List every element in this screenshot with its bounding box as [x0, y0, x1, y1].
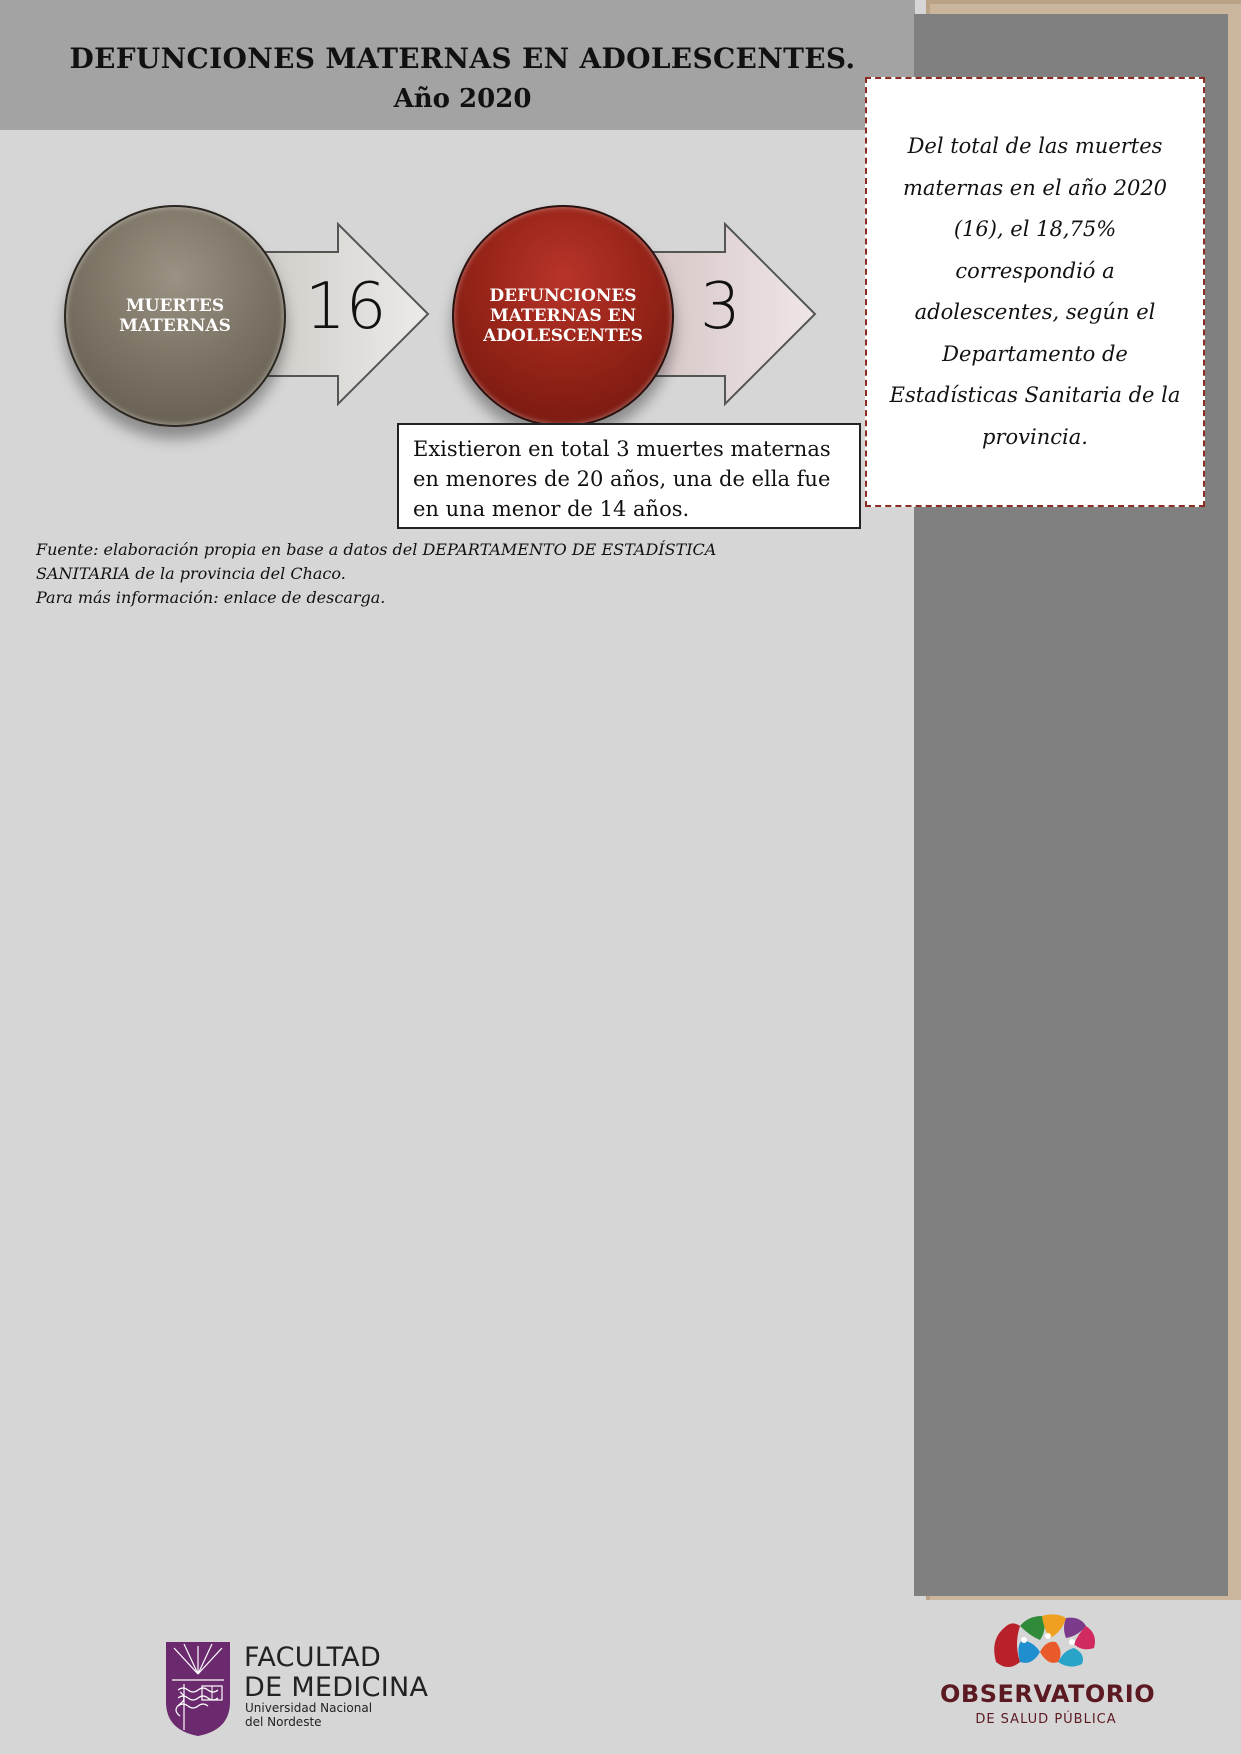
observatory-subtitle: DE SALUD PÚBLICA: [975, 1712, 1117, 1727]
faculty-sub-line: Universidad Nacional: [245, 1701, 373, 1715]
info-box: Existieron en total 3 muertes maternas en menores de 20 años, una de ella fue en una menor de 14 años.: [397, 423, 861, 529]
observatory-name: OBSERVATORIO: [940, 1680, 1156, 1708]
source-line: Fuente: elaboración propia en base a datos del DEPARTAMENTO DE ESTADÍSTICA: [36, 540, 717, 559]
callout-box: [865, 77, 1205, 507]
page-subtitle: Año 2020: [393, 84, 532, 114]
stat-circle-adolescent-deaths: [452, 205, 674, 427]
callout-text: Del total de las muertes maternas en el año 2020 (16), el 18,75% correspondió a adolescentes, según el Departamento de Estadísticas Sanitaria de la provincia.: [889, 134, 1181, 449]
stat-label: DEFUNCIONES MATERNAS EN ADOLESCENTES: [483, 286, 643, 346]
faculty-name: [244, 1643, 428, 1703]
source-line: SANITARIA de la provincia del Chaco.: [36, 564, 346, 583]
observatory-brain-logo: [990, 1610, 1102, 1678]
source-link-line[interactable]: Para más información: enlace de descarga.: [36, 588, 386, 607]
faculty-sub-line: del Nordeste: [245, 1715, 322, 1729]
faculty-title-line: DE MEDICINA: [244, 1672, 429, 1703]
page-title: DEFUNCIONES MATERNAS EN ADOLESCENTES.: [69, 42, 856, 75]
faculty-title-line: FACULTAD: [244, 1642, 382, 1673]
stat-value-adolescent-deaths: 3: [700, 270, 741, 344]
faculty-university: [245, 1701, 372, 1729]
faculty-shield-logo: [164, 1640, 232, 1738]
source-note: [36, 538, 796, 610]
stat-label: MUERTES MATERNAS: [119, 296, 231, 336]
stat-value-maternal-deaths: 16: [305, 270, 387, 344]
stat-circle-maternal-deaths: [64, 205, 286, 427]
